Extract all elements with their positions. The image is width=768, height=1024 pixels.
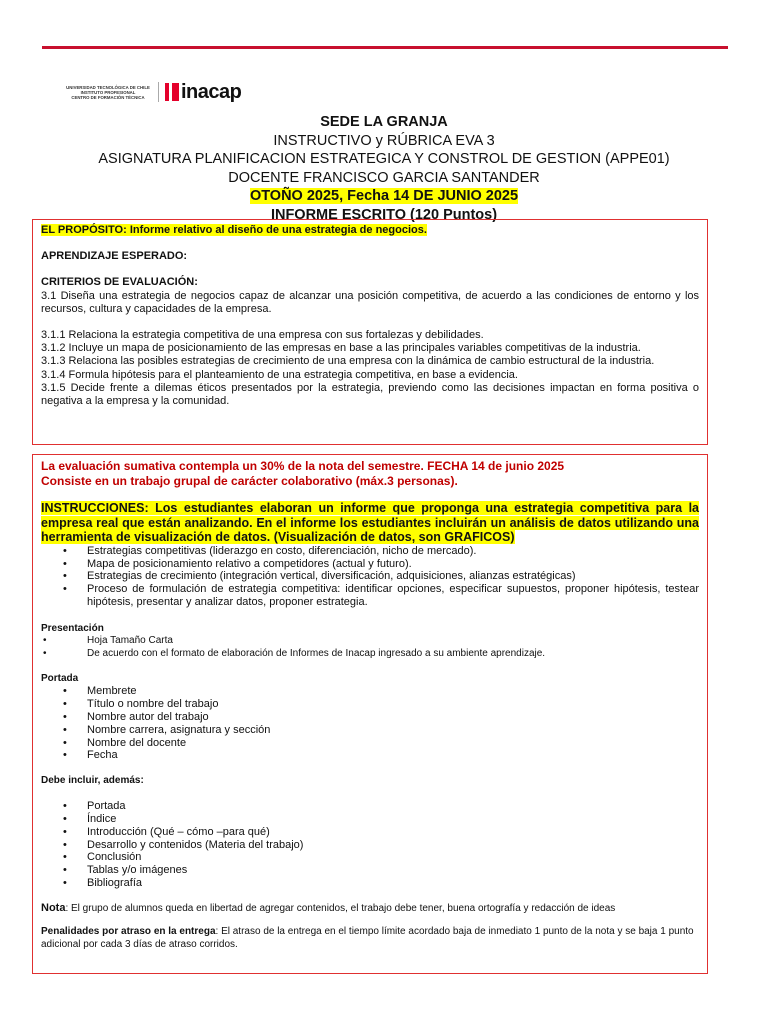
list-item: • Proceso de formulación de estrategia competitiva: identificar opciones, especificar supuestos, proponer hipótesis, testear hipótesis, presentar y analizar datos, proponer estrategia. [41, 583, 699, 609]
penalty-label: Penalidades por atraso en la entrega [41, 926, 216, 938]
cover-list [41, 685, 699, 762]
instructions-list [41, 545, 699, 609]
note-label: Nota [41, 901, 66, 914]
purpose-text: EL PROPÓSITO: Informe relativo al diseño de una estrategia de negocios. [41, 224, 427, 236]
presentation-title: Presentación [41, 622, 104, 634]
instructions-text: INSTRUCCIONES: Los estudiantes elaboran un informe que proponga una estrategia competitiva para la empresa real que están analizando. En el informe los estudiantes incluirán un análisis de datos utilizando una herramienta de visualización de datos. (Visualización de datos, son GRAFICOS) [41, 501, 699, 545]
list-item: • De acuerdo con el formato de elaboración de Informes de Inacap ingresado a su ambiente aprendizaje. [41, 648, 699, 661]
cover-title: Portada [41, 673, 79, 685]
list-item: • Estrategias competitivas (liderazgo en costo, diferenciación, nicho de mercado). [41, 545, 699, 558]
purpose-box [32, 219, 708, 445]
logo-caption [62, 85, 154, 100]
group-work-note: Consiste en un trabajo grupal de carácter colaborativo (máx.3 personas). [41, 473, 458, 488]
course-name: ASIGNATURA PLANIFICACION ESTRATEGICA Y CONSTROL DE GESTION (APPE01) [98, 151, 670, 167]
campus-title: SEDE LA GRANJA [320, 114, 448, 130]
document-header [0, 113, 768, 224]
list-item: • Índice [41, 813, 699, 826]
penalty-paragraph [41, 926, 699, 951]
list-item: • Nombre carrera, asignatura y sección [41, 724, 699, 737]
list-item: • Portada [41, 800, 699, 813]
criterion-3-1-2: 3.1.2 Incluye un mapa de posicionamiento de las empresas en base a las principales variables competitivas de la industria. [41, 342, 641, 355]
list-item: • Nombre autor del trabajo [41, 711, 699, 724]
logo-divider [158, 82, 159, 102]
logo-brand: inacap [181, 80, 242, 103]
list-item: • Nombre del docente [41, 737, 699, 750]
header-rule [42, 46, 728, 49]
logo-caption-line: UNIVERSIDAD TECNOLÓGICA DE CHILE [66, 84, 150, 90]
list-item: • Estrategias de crecimiento (integración vertical, diversificación, adquisiciones, alianzas estratégicas) [41, 570, 699, 583]
penalty-text: : El atraso de la entrega en el tiempo límite acordado baja de inmediato 1 punto de la nota y se baja 1 punto adicional por cada 3 días de atraso corridos. [41, 926, 694, 950]
must-include-list [41, 800, 699, 890]
list-item: • Membrete [41, 685, 699, 698]
must-include-title: Debe incluir, además: [41, 775, 144, 787]
list-item: • Fecha [41, 749, 699, 762]
presentation-list [41, 635, 699, 661]
list-item: • Tablas y/o imágenes [41, 864, 699, 877]
report-title: INFORME ESCRITO (120 Puntos) [270, 206, 498, 223]
inacap-mark-icon [165, 83, 179, 101]
note-text: : El grupo de alumnos queda en libertad de agregar contenidos, el trabajo debe tener, buena ortografía y redacción de ideas [65, 902, 616, 914]
instructions-box [32, 454, 708, 974]
teacher-name: DOCENTE FRANCISCO GARCIA SANTANDER [228, 169, 540, 186]
list-item: • Introducción (Qué – cómo –para qué) [41, 826, 699, 839]
criterion-3-1-3: 3.1.3 Relaciona las posibles estrategias de crecimiento de una empresa con la dinámica de cambio estructural de la industria. [41, 355, 655, 368]
doc-subtitle: INSTRUCTIVO y RÚBRICA EVA 3 [273, 132, 495, 149]
criterion-3-1-1: 3.1.1 Relaciona la estrategia competitiva de una empresa con sus fortalezas y debilidades. [41, 329, 484, 342]
criterion-3-1-4: 3.1.4 Formula hipótesis para el planteamiento de una estrategia competitiva, en base a evidencia. [41, 368, 518, 381]
logo-caption-line: CENTRO DE FORMACIÓN TÉCNICA [71, 94, 145, 100]
institution-logo [62, 80, 241, 104]
list-item: • Hoja Tamaño Carta [41, 635, 699, 648]
term-date: OTOÑO 2025, Fecha 14 DE JUNIO 2025 [249, 188, 519, 204]
list-item: • Conclusión [41, 851, 699, 864]
list-item: • Desarrollo y contenidos (Materia del trabajo) [41, 839, 699, 852]
evaluation-weight: La evaluación sumativa contempla un 30% de la nota del semestre. FECHA 14 de junio 2025 [41, 459, 565, 473]
list-item: • Mapa de posicionamiento relativo a competidores (actual y futuro). [41, 558, 699, 571]
list-item: • Bibliografía [41, 877, 699, 890]
criteria-title: CRITERIOS DE EVALUACIÓN: [41, 276, 198, 289]
criterion-3-1: 3.1 Diseña una estrategia de negocios capaz de alcanzar una posición competitiva, de acuerdo a las condiciones de entorno y los recursos, cultura y capacidades de la empresa. [41, 289, 699, 315]
expected-learning-label: APRENDIZAJE ESPERADO: [41, 250, 188, 263]
list-item: • Título o nombre del trabajo [41, 698, 699, 711]
criterion-3-1-5: 3.1.5 Decide frente a dilemas éticos presentados por la estrategia, previendo como las decisiones impactan en forma positiva o negativa a la empresa y la comunidad. [41, 381, 699, 408]
logo-caption-line: INSTITUTO PROFESIONAL [80, 89, 136, 95]
note-paragraph [41, 902, 699, 916]
